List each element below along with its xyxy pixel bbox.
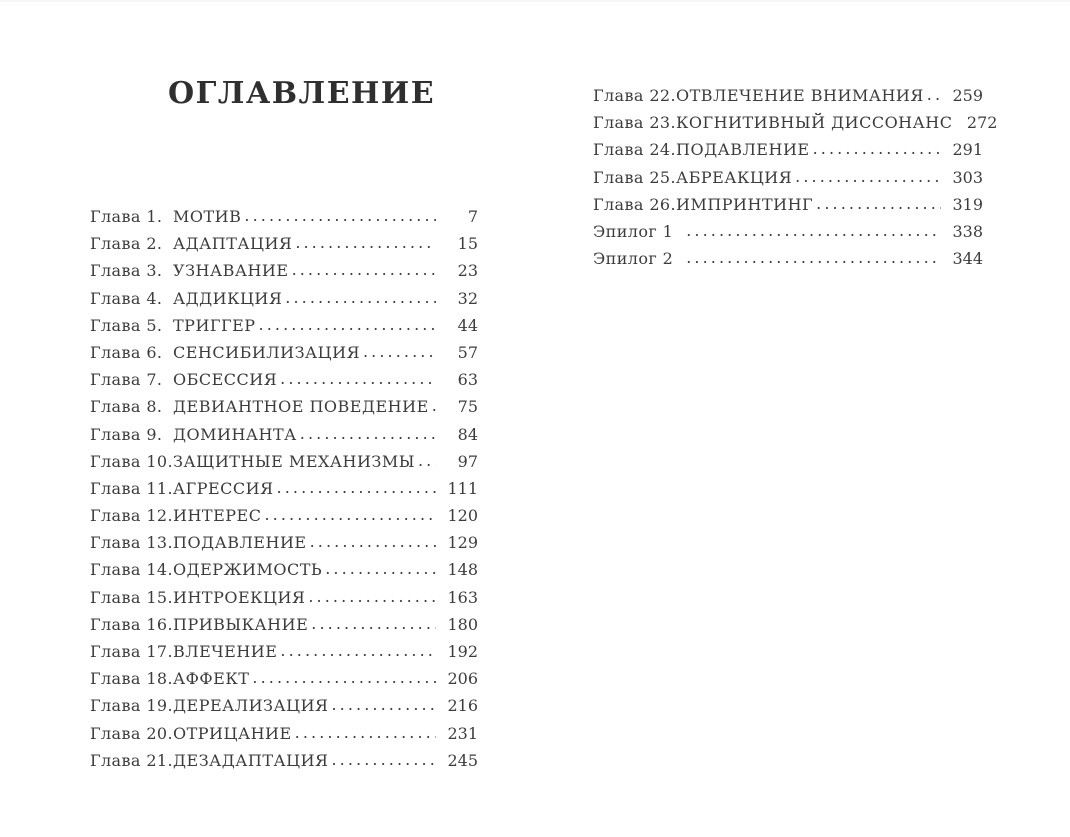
page-number: 272 — [966, 113, 998, 133]
chapter-label: Глава 14. — [90, 560, 173, 580]
chapter-label: Глава 13. — [90, 533, 173, 553]
dot-leader — [241, 202, 436, 229]
chapter-label: Глава 15. — [90, 587, 173, 607]
page-number: 344 — [952, 249, 983, 269]
toc-entry — [90, 475, 478, 502]
page-number: 163 — [447, 587, 478, 607]
page-number: 319 — [952, 194, 983, 214]
toc-right-column — [593, 82, 998, 272]
chapter-title: ВЛЕЧЕНИЕ — [173, 642, 278, 661]
toc-entry — [593, 109, 998, 136]
chapter-title: АБРЕАКЦИЯ — [676, 167, 793, 187]
page-number: 120 — [447, 506, 478, 526]
page-number: 180 — [447, 614, 478, 634]
chapter-title: ДЕВИАНТНОЕ ПОВЕДЕНИЕ — [173, 397, 429, 417]
dot-leader — [292, 719, 436, 746]
dot-leader — [429, 392, 436, 419]
chapter-label: Глава 26. — [593, 194, 676, 214]
chapter-title: ИНТРОЕКЦИЯ — [173, 587, 306, 607]
dot-leader — [307, 528, 436, 555]
dot-leader — [249, 664, 436, 691]
toc-entry — [90, 257, 478, 284]
dot-leader — [792, 163, 941, 190]
page-number: 338 — [952, 221, 983, 241]
dot-leader — [322, 555, 436, 582]
chapter-label: Глава 19. — [90, 696, 173, 716]
chapter-title: ДЕРЕАЛИЗАЦИЯ — [173, 696, 329, 716]
page-number: 245 — [447, 750, 478, 770]
page-number: 32 — [457, 288, 478, 308]
chapter-label: Глава 20. — [90, 723, 173, 743]
page-number: 23 — [457, 261, 478, 281]
chapter-label: Глава 16. — [90, 614, 173, 634]
page-number: 84 — [457, 424, 478, 444]
page-title: ОГЛАВЛЕНИЕ — [168, 76, 436, 111]
chapter-label: Глава 10. — [90, 451, 173, 471]
toc-entry — [90, 393, 478, 420]
page-number: 44 — [457, 315, 478, 335]
chapter-label: Глава 5. — [90, 315, 163, 335]
toc-entry — [90, 502, 478, 529]
toc-entry — [90, 339, 478, 366]
dot-leader — [297, 420, 436, 447]
toc-entry — [90, 529, 478, 556]
toc-entry — [90, 747, 478, 774]
chapter-title: АДАПТАЦИЯ — [173, 234, 293, 254]
dot-leader — [256, 311, 436, 338]
chapter-label: Глава 3. — [90, 261, 163, 281]
chapter-label: Глава 6. — [90, 342, 163, 362]
toc-entry — [593, 245, 983, 272]
chapter-label: Глава 22. — [593, 86, 676, 105]
dot-leader — [261, 501, 436, 528]
toc-entry — [593, 164, 983, 191]
chapter-label: Глава 21. — [90, 750, 173, 770]
page-number: 216 — [447, 696, 478, 716]
dot-leader — [282, 284, 436, 311]
chapter-title: ОТРИЦАНИЕ — [173, 723, 292, 743]
chapter-title: КОГНИТИВНЫЙ ДИССОНАНС — [676, 113, 953, 133]
page-number: 75 — [457, 397, 478, 417]
chapter-label: Эпилог 1 — [593, 221, 674, 241]
toc-entry — [90, 448, 478, 475]
toc-entry — [90, 421, 478, 448]
chapter-title: ТРИГГЕР — [173, 315, 256, 335]
dot-leader — [277, 637, 436, 664]
chapter-label: Глава 1. — [90, 207, 163, 226]
chapter-title: ЗАЩИТНЫЕ МЕХАНИЗМЫ — [173, 451, 415, 471]
chapter-title: ОДЕРЖИМОСТЬ — [173, 560, 323, 580]
dot-leader — [292, 229, 436, 256]
page-number: 259 — [952, 86, 983, 105]
toc-entry — [90, 312, 478, 339]
chapter-label: Глава 2. — [90, 234, 163, 254]
chapter-label: Глава 23. — [593, 113, 676, 133]
chapter-label: Глава 11. — [90, 478, 173, 498]
chapter-title: СЕНСИБИЛИЗАЦИЯ — [173, 342, 360, 362]
chapter-label: Глава 17. — [90, 642, 173, 661]
dot-leader — [360, 338, 436, 365]
page-number: 192 — [447, 642, 478, 661]
toc-entry — [90, 611, 478, 638]
toc-entry — [90, 720, 478, 747]
dot-leader — [308, 610, 436, 637]
dot-leader — [277, 365, 436, 392]
chapter-title: ПРИВЫКАНИЕ — [173, 614, 309, 634]
dot-leader — [328, 746, 436, 773]
chapter-label: Глава 18. — [90, 669, 173, 689]
chapter-title: ИНТЕРЕС — [173, 506, 262, 526]
chapter-label: Глава 12. — [90, 506, 173, 526]
chapter-label: Глава 24. — [593, 140, 676, 160]
toc-entry — [90, 230, 478, 257]
chapter-title: УЗНАВАНИЕ — [173, 261, 289, 281]
toc-entry — [90, 285, 478, 312]
page-number: 231 — [447, 723, 478, 743]
chapter-label: Глава 4. — [90, 288, 163, 308]
toc-entry — [90, 556, 478, 583]
page-number: 7 — [467, 207, 478, 226]
page-number: 111 — [447, 478, 478, 498]
chapter-label: Глава 8. — [90, 397, 163, 417]
dot-leader — [810, 135, 941, 162]
toc-entry — [90, 692, 478, 719]
chapter-title: ПОДАВЛЕНИЕ — [173, 533, 307, 553]
chapter-title: ПОДАВЛЕНИЕ — [676, 140, 810, 160]
dot-leader — [683, 244, 941, 271]
page-number: 63 — [457, 370, 478, 390]
chapter-title: ДОМИНАНТА — [173, 424, 297, 444]
chapter-title: МОТИВ — [173, 207, 242, 226]
dot-leader — [274, 474, 436, 501]
toc-entry — [593, 82, 983, 109]
chapter-label: Эпилог 2 — [593, 249, 674, 269]
dot-leader — [289, 256, 436, 283]
page-number: 148 — [447, 560, 478, 580]
dot-leader — [813, 190, 941, 217]
chapter-title: АДДИКЦИЯ — [173, 288, 283, 308]
dot-leader — [924, 81, 941, 108]
page-number: 303 — [952, 167, 983, 187]
page-number: 97 — [457, 451, 478, 471]
chapter-title: АГРЕССИЯ — [173, 478, 274, 498]
toc-entry — [593, 136, 983, 163]
dot-leader — [305, 583, 436, 610]
chapter-label: Глава 7. — [90, 370, 163, 390]
dot-leader — [683, 217, 941, 244]
page-number: 15 — [457, 234, 478, 254]
toc-entry — [90, 203, 478, 230]
chapter-title: ОТВЛЕЧЕНИЕ ВНИМАНИЯ — [676, 86, 924, 105]
dot-leader — [328, 691, 436, 718]
toc-entry — [593, 218, 983, 245]
toc-entry — [90, 665, 478, 692]
chapter-title: ИМПРИНТИНГ — [676, 194, 814, 214]
dot-leader — [415, 447, 436, 474]
toc-left-column — [90, 203, 478, 774]
page-number: 291 — [952, 140, 983, 160]
chapter-title: ДЕЗАДАПТАЦИЯ — [173, 750, 329, 770]
toc-entry — [90, 584, 478, 611]
page-number: 206 — [447, 669, 478, 689]
toc-entry — [593, 191, 983, 218]
chapter-label: Глава 25. — [593, 167, 676, 187]
toc-entry — [90, 366, 478, 393]
chapter-title: АФФЕКТ — [173, 669, 250, 689]
toc-entry — [90, 638, 478, 665]
chapter-label: Глава 9. — [90, 424, 163, 444]
chapter-title: ОБСЕССИЯ — [173, 370, 278, 390]
page-number: 129 — [447, 533, 478, 553]
dot-leader — [952, 108, 955, 135]
page-number: 57 — [457, 342, 478, 362]
